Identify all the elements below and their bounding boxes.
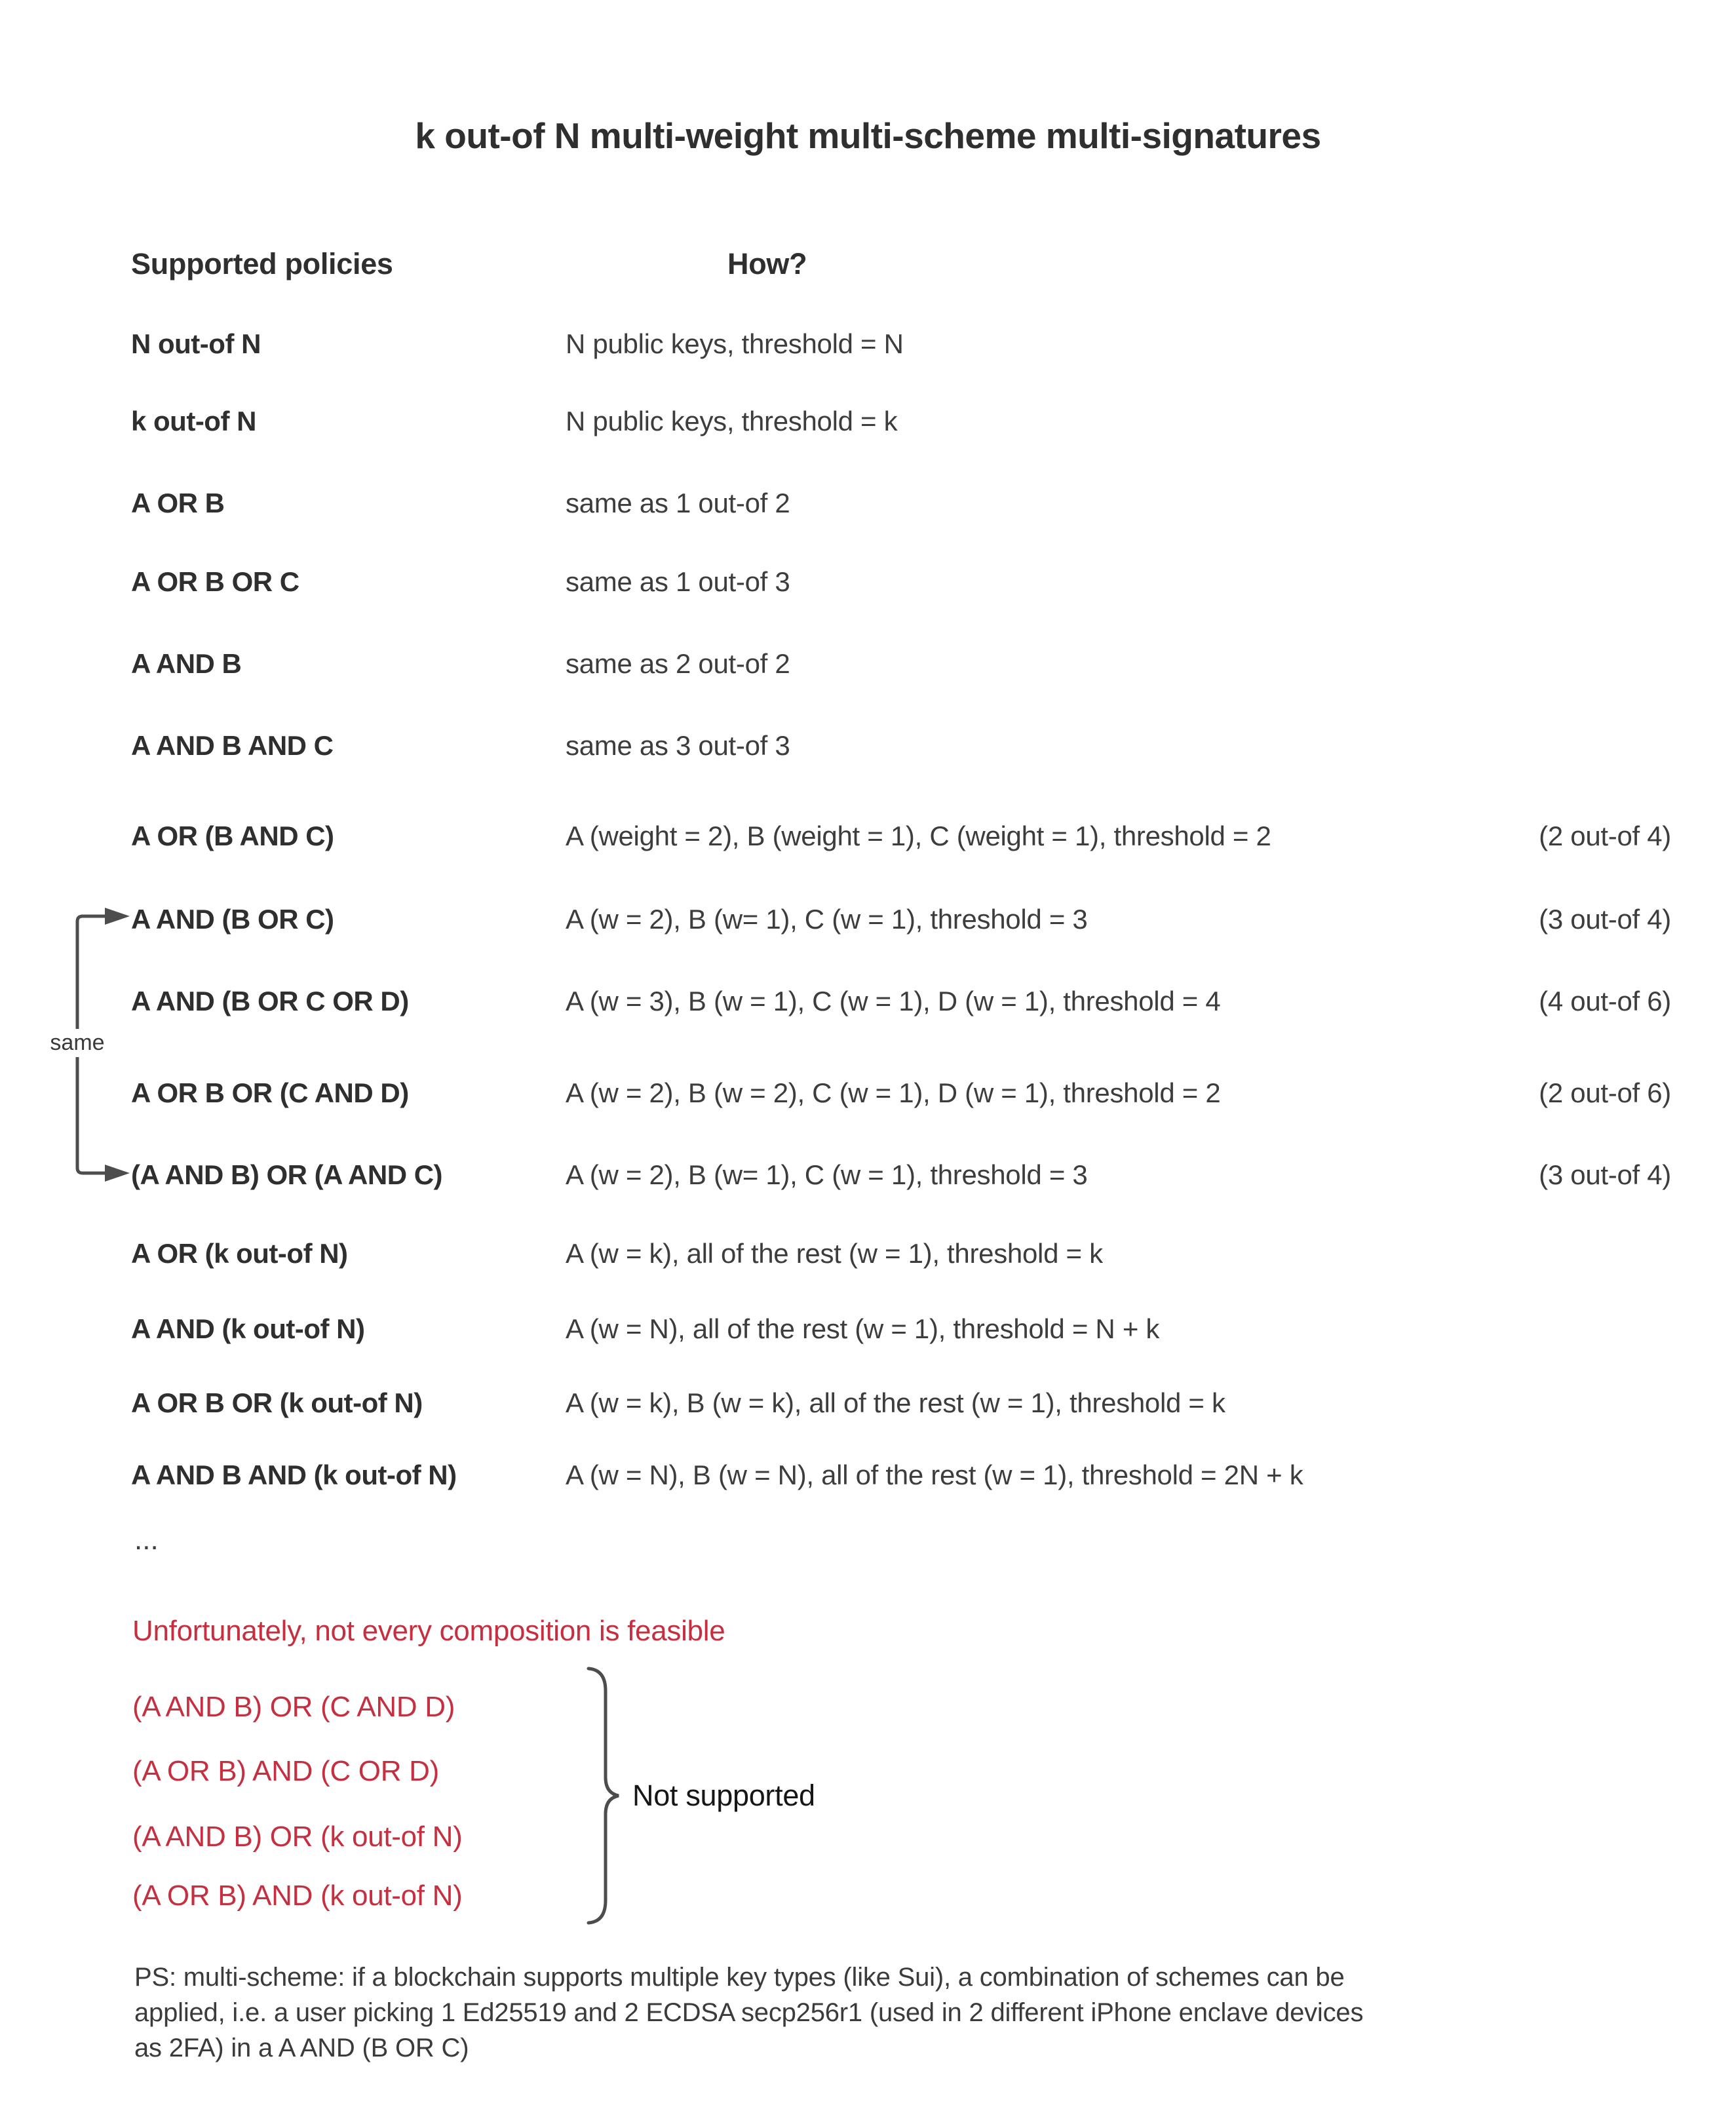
policy-label: A OR B OR (k out-of N): [131, 1387, 423, 1418]
page-title: k out-of N multi-weight multi-scheme multi-signatures: [415, 115, 1321, 156]
out-of-note: (4 out-of 6): [1539, 986, 1671, 1016]
table-row: [131, 1159, 1671, 1191]
policy-label: A OR B OR (C AND D): [131, 1077, 409, 1108]
how-text: A (w = 2), B (w = 2), C (w = 1), D (w = 1), threshold = 2: [566, 1077, 1221, 1108]
how-text: A (w = k), B (w = k), all of the rest (w = 1), threshold = k: [566, 1387, 1225, 1418]
ps-line: PS: multi-scheme: if a blockchain supports multiple key types (like Sui), a combination of schemes can be: [134, 1963, 1345, 1992]
ellipsis: ...: [134, 1524, 159, 1556]
how-text: A (w = k), all of the rest (w = 1), threshold = k: [566, 1238, 1103, 1269]
table-row: [131, 904, 1671, 935]
policy-label: (A AND B) OR (A AND C): [131, 1159, 443, 1190]
column-header-supported-policies: Supported policies: [131, 247, 393, 280]
policy-label: N out-of N: [131, 328, 261, 359]
table-row: [131, 1238, 1671, 1269]
how-text: same as 3 out-of 3: [566, 730, 790, 761]
table-row: [131, 488, 1671, 519]
policy-label: A AND (B OR C): [131, 904, 334, 935]
infeasible-heading: Unfortunately, not every composition is feasible: [132, 1615, 725, 1647]
policy-label: A OR (k out-of N): [131, 1238, 348, 1269]
how-text: N public keys, threshold = k: [566, 406, 898, 436]
policy-label: A AND B: [131, 648, 242, 679]
infeasible-item: (A OR B) AND (k out-of N): [132, 1880, 463, 1912]
table-row: [131, 821, 1671, 852]
column-header-how: How?: [727, 247, 807, 280]
how-text: same as 2 out-of 2: [566, 648, 790, 679]
same-label: same: [45, 1029, 109, 1057]
table-row: [131, 1387, 1671, 1419]
out-of-note: (2 out-of 4): [1539, 821, 1671, 851]
policy-label: A AND B AND C: [131, 730, 334, 761]
policy-label: A OR (B AND C): [131, 821, 334, 851]
policy-label: A AND (B OR C OR D): [131, 986, 409, 1016]
infeasible-item: (A AND B) OR (k out-of N): [132, 1821, 463, 1853]
table-row: [131, 328, 1671, 360]
ps-line: as 2FA) in a A AND (B OR C): [134, 2034, 469, 2062]
policy-label: A AND B AND (k out-of N): [131, 1459, 457, 1490]
arrow-right-icon: [105, 908, 130, 925]
table-row: [131, 1459, 1671, 1491]
how-text: A (weight = 2), B (weight = 1), C (weight = 1), threshold = 2: [566, 821, 1271, 851]
table-row: [131, 1313, 1671, 1345]
infeasible-item: (A AND B) OR (C AND D): [132, 1691, 455, 1723]
table-row: [131, 406, 1671, 437]
table-row: [131, 1077, 1671, 1109]
table-row: [131, 730, 1671, 762]
table-row: [131, 648, 1671, 680]
out-of-note: (2 out-of 6): [1539, 1077, 1671, 1108]
infeasible-item: (A OR B) AND (C OR D): [132, 1755, 439, 1787]
how-text: A (w = N), B (w = N), all of the rest (w = 1), threshold = 2N + k: [566, 1459, 1303, 1490]
table-row: [131, 566, 1671, 598]
policy-label: A OR B OR C: [131, 566, 299, 597]
how-text: N public keys, threshold = N: [566, 328, 904, 359]
ps-note: [134, 1960, 1363, 2066]
policy-label: A AND (k out-of N): [131, 1313, 365, 1344]
table-row: [131, 986, 1671, 1017]
out-of-note: (3 out-of 4): [1539, 1159, 1671, 1190]
how-text: A (w = N), all of the rest (w = 1), threshold = N + k: [566, 1313, 1160, 1344]
how-text: same as 1 out-of 2: [566, 488, 790, 518]
how-text: A (w = 2), B (w= 1), C (w = 1), threshold = 3: [566, 904, 1088, 935]
how-text: A (w = 2), B (w= 1), C (w = 1), threshold = 3: [566, 1159, 1088, 1190]
not-supported-label: Not supported: [632, 1779, 815, 1812]
curly-brace-icon: [577, 1665, 636, 1927]
policy-label: k out-of N: [131, 406, 256, 436]
how-text: A (w = 3), B (w = 1), C (w = 1), D (w = 1), threshold = 4: [566, 986, 1221, 1016]
policy-label: A OR B: [131, 488, 225, 518]
ps-line: applied, i.e. a user picking 1 Ed25519 and 2 ECDSA secp256r1 (used in 2 different iPhone enclave devices: [134, 1998, 1364, 2027]
how-text: same as 1 out-of 3: [566, 566, 790, 597]
arrow-right-icon: [105, 1165, 130, 1182]
out-of-note: (3 out-of 4): [1539, 904, 1671, 935]
